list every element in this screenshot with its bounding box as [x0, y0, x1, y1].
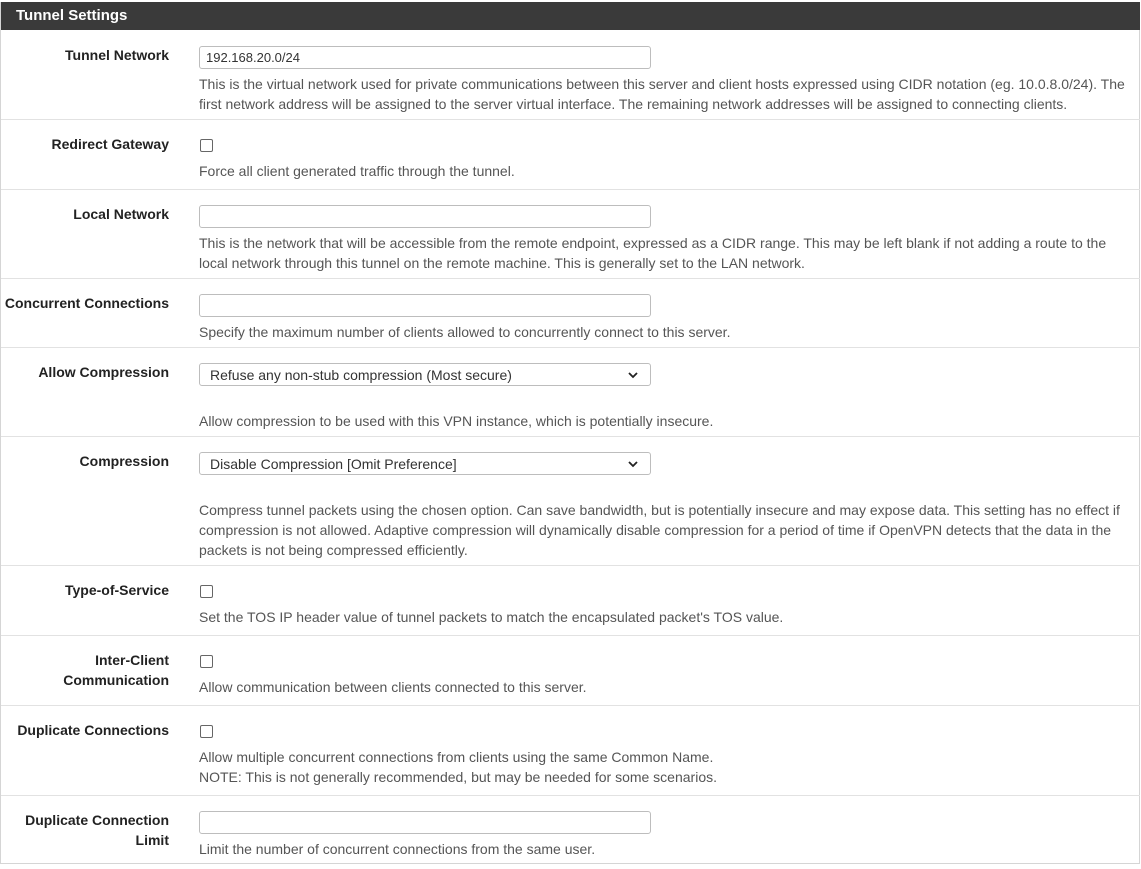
- duplicate-connections-help: [199, 747, 1129, 787]
- compression-select[interactable]: [199, 452, 651, 475]
- concurrent-connections-label: Concurrent Connections: [4, 295, 169, 311]
- inter-client-label-line1: Inter-Client: [95, 652, 169, 668]
- chevron-down-icon: [626, 368, 640, 382]
- compression-help: Compress tunnel packets using the chosen option. Can save bandwidth, but is potentially insecure and may expose data. This setting has no effect if compression is not allowed. Adaptive compression will dynamically disable compression for a period of time if OpenVPN detects that the data in the packets is not being compressed efficiently.: [199, 502, 1120, 558]
- redirect-gateway-help: Force all client generated traffic through the tunnel.: [199, 163, 515, 179]
- duplicate-connection-limit-input[interactable]: [199, 811, 651, 834]
- redirect-gateway-label: Redirect Gateway: [51, 136, 169, 152]
- inter-client-label: [4, 650, 169, 690]
- compression-selected: Disable Compression [Omit Preference]: [210, 455, 457, 472]
- row-concurrent-connections: [1, 279, 1140, 348]
- tunnel-settings-panel: [0, 2, 1140, 864]
- allow-compression-select[interactable]: [199, 363, 651, 386]
- type-of-service-checkbox[interactable]: [200, 585, 213, 598]
- type-of-service-help: Set the TOS IP header value of tunnel packets to match the encapsulated packet's TOS value.: [199, 609, 784, 625]
- tunnel-network-help: This is the virtual network used for private communications between this server and client hosts expressed using CIDR notation (eg. 10.0.8.0/24). The first network address will be assigned to the server virtual interface. The remaining network addresses will be assigned to connecting clients.: [199, 76, 1125, 112]
- inter-client-help: Allow communication between clients connected to this server.: [199, 679, 587, 695]
- type-of-service-label: Type-of-Service: [65, 582, 169, 598]
- duplicate-connection-limit-label-line1: Duplicate Connection: [25, 812, 169, 828]
- panel-title: Tunnel Settings: [1, 2, 1140, 30]
- allow-compression-help: Allow compression to be used with this VPN instance, which is potentially insecure.: [199, 413, 714, 429]
- duplicate-connection-limit-help: Limit the number of concurrent connections from the same user.: [199, 841, 596, 857]
- duplicate-connection-limit-label-line2: Limit: [135, 832, 169, 848]
- compression-label: Compression: [79, 453, 169, 469]
- redirect-gateway-checkbox[interactable]: [200, 139, 213, 152]
- row-inter-client-communication: [1, 636, 1140, 706]
- chevron-down-icon: [626, 457, 640, 471]
- duplicate-connections-label: Duplicate Connections: [17, 722, 169, 738]
- tunnel-network-input[interactable]: [199, 46, 651, 69]
- row-duplicate-connections: [1, 706, 1140, 796]
- allow-compression-label: Allow Compression: [38, 364, 169, 380]
- tunnel-network-label: Tunnel Network: [65, 47, 169, 63]
- row-allow-compression: [1, 348, 1140, 437]
- allow-compression-selected: Refuse any non-stub compression (Most secure): [210, 366, 512, 383]
- row-tunnel-network: [1, 30, 1140, 120]
- duplicate-connections-checkbox[interactable]: [200, 725, 213, 738]
- inter-client-checkbox[interactable]: [200, 655, 213, 668]
- local-network-help: This is the network that will be accessible from the remote endpoint, expressed as a CIDR range. This may be left blank if not adding a route to the local network through this tunnel on the remote machine. This is generally set to the LAN network.: [199, 235, 1107, 271]
- local-network-input[interactable]: [199, 205, 651, 228]
- concurrent-connections-input[interactable]: [199, 294, 651, 317]
- local-network-label: Local Network: [73, 206, 169, 222]
- row-compression: [1, 437, 1140, 566]
- duplicate-connection-limit-label: [4, 810, 169, 850]
- duplicate-connections-help-line1: Allow multiple concurrent connections from clients using the same Common Name.: [199, 749, 714, 765]
- inter-client-label-line2: Communication: [63, 672, 169, 688]
- row-duplicate-connection-limit: [1, 796, 1140, 864]
- duplicate-connections-help-line2: NOTE: This is not generally recommended, but may be needed for some scenarios.: [199, 769, 717, 785]
- row-type-of-service: [1, 566, 1140, 636]
- row-redirect-gateway: [1, 120, 1140, 190]
- row-local-network: [1, 190, 1140, 279]
- concurrent-connections-help: Specify the maximum number of clients allowed to concurrently connect to this server.: [199, 324, 731, 340]
